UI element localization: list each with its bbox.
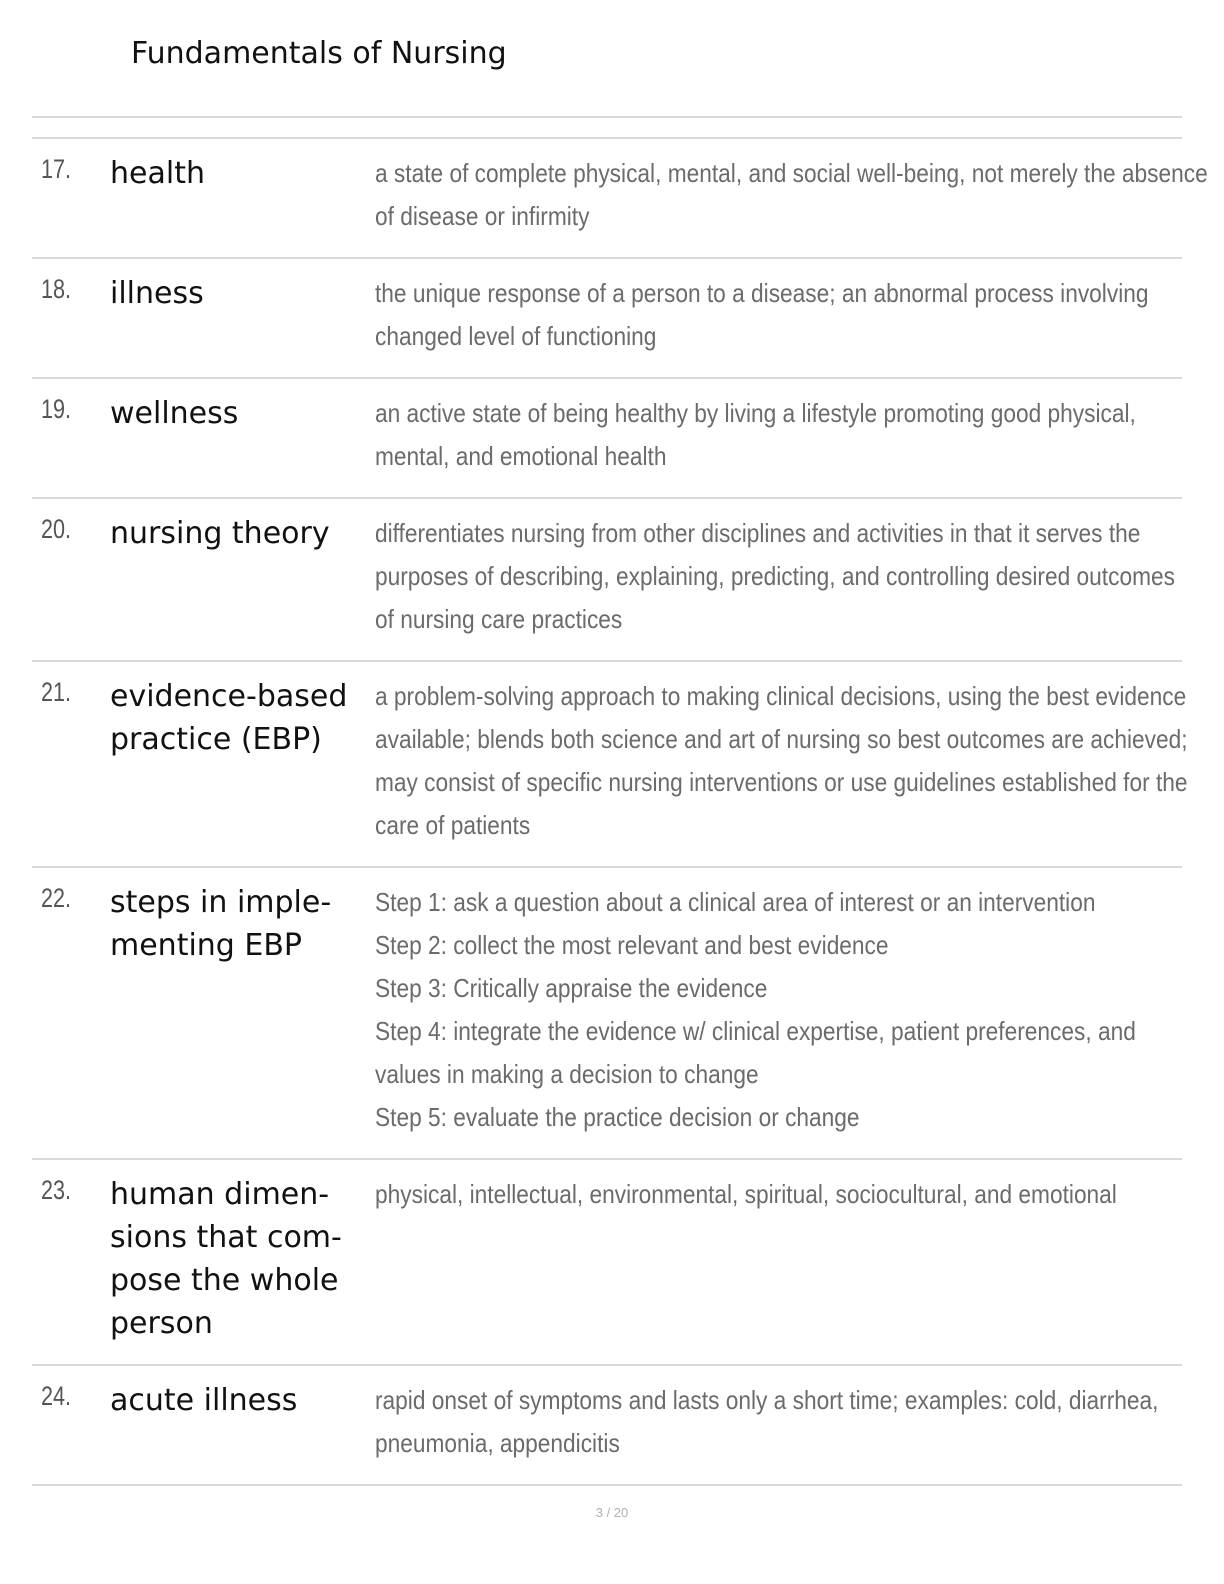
definition-line: a state of complete physical, mental, and social well-being, not merely the absence <box>375 158 1208 188</box>
definition-spacer <box>375 1216 1165 1259</box>
definition-line: a problem-solving approach to making clinical decisions, using the best evidence <box>375 681 1187 711</box>
row-number: 19. <box>41 394 72 424</box>
term-row <box>32 1160 1182 1366</box>
term-row <box>32 868 1182 1160</box>
term-row <box>32 499 1182 662</box>
definition-line: available; blends both science and art of nursing so best outcomes are achieved; <box>375 724 1188 754</box>
definition <box>375 675 1188 847</box>
row-number: 22. <box>41 883 72 913</box>
definition-line: Step 2: collect the most relevant and best evidence <box>375 930 889 960</box>
definition-line: an active state of being healthy by living a lifestyle promoting good physical, <box>375 398 1136 428</box>
definition-spacer <box>375 1302 1165 1345</box>
definition <box>375 272 1165 358</box>
definition-line: Step 1: ask a question about a clinical area of interest or an intervention <box>375 887 1096 917</box>
term-label: steps in imple-menting EBP <box>110 885 332 963</box>
term-row <box>32 379 1182 499</box>
row-number: 20. <box>41 514 72 544</box>
row-number: 17. <box>41 154 72 184</box>
definition-line: of nursing care practices <box>375 604 623 634</box>
row-number: 23. <box>41 1175 72 1205</box>
row-number: 18. <box>41 274 72 304</box>
definition <box>375 512 1175 641</box>
row-number: 24. <box>41 1381 72 1411</box>
definition-line: changed level of functioning <box>375 321 657 351</box>
term-label: nursing theory <box>110 516 330 551</box>
term-label: illness <box>110 276 204 311</box>
term-row <box>32 1366 1182 1486</box>
terms-table <box>32 139 1208 1486</box>
definition-line: mental, and emotional health <box>375 441 667 471</box>
term-row <box>32 139 1208 259</box>
page-number: 3 / 20 <box>595 1505 629 1520</box>
definition-line: of disease or infirmity <box>375 201 590 231</box>
definition <box>375 1173 1165 1345</box>
row-number: 21. <box>41 677 72 707</box>
definition <box>375 881 1165 1139</box>
term-row <box>32 662 1188 868</box>
header-divider <box>32 116 1182 118</box>
definition-line: may consist of specific nursing interventions or use guidelines established for the <box>375 767 1188 797</box>
definition-line: Step 5: evaluate the practice decision or change <box>375 1102 860 1132</box>
definition-line: differentiates nursing from other disciplines and activities in that it serves the <box>375 518 1141 548</box>
definition-spacer <box>375 1259 1165 1302</box>
definition <box>375 152 1208 238</box>
definition <box>375 392 1165 478</box>
definition-line: Step 3: Critically appraise the evidence <box>375 973 768 1003</box>
definition-line: Step 4: integrate the evidence w/ clinical expertise, patient preferences, and <box>375 1016 1136 1046</box>
definition-line: the unique response of a person to a disease; an abnormal process involving <box>375 278 1149 308</box>
term-label: evidence-based practice (EBP) <box>110 679 348 757</box>
page-title: Fundamentals of Nursing <box>131 36 507 71</box>
definition <box>375 1379 1165 1465</box>
definition-line: physical, intellectual, environmental, spiritual, sociocultural, and emotional <box>375 1179 1117 1209</box>
term-label: health <box>110 156 205 191</box>
term-row <box>32 259 1182 379</box>
definition-line: purposes of describing, explaining, predicting, and controlling desired outcomes <box>375 561 1175 591</box>
definition-line: pneumonia, appendicitis <box>375 1428 620 1458</box>
term-label: acute illness <box>110 1383 298 1418</box>
definition-line: rapid onset of symptoms and lasts only a short time; examples: cold, diarrhea, <box>375 1385 1159 1415</box>
term-label: wellness <box>110 396 239 431</box>
definition-line: care of patients <box>375 810 531 840</box>
definition-line: values in making a decision to change <box>375 1059 759 1089</box>
term-label: human dimen-sions that com-pose the whole person <box>110 1177 342 1341</box>
